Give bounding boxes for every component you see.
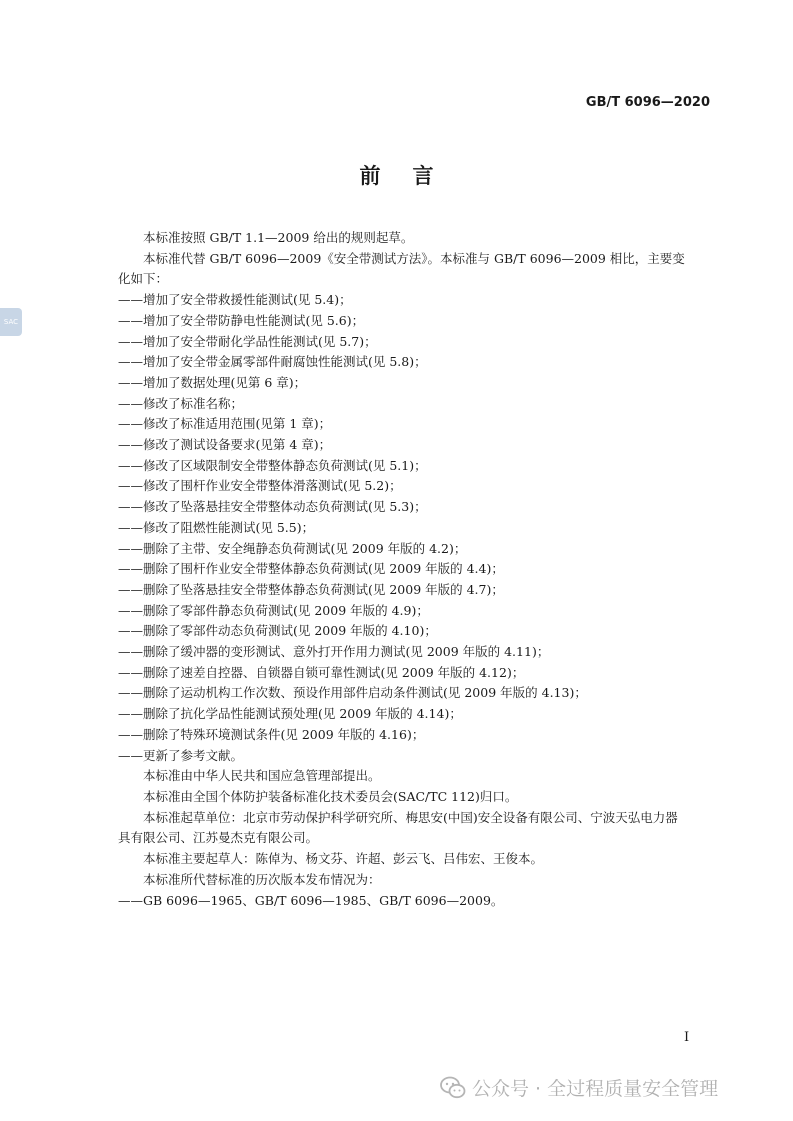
paragraph-replaces-line2: 化如下：	[118, 271, 169, 287]
list-item: ——删除了速差自控器、自锁器自锁可靠性测试(见 2009 年版的 4.12)；	[118, 664, 525, 680]
list-item: ——修改了坠落悬挂安全带整体动态负荷测试(见 5.3)；	[118, 499, 427, 515]
list-item: ——删除了围杆作业安全带整体静态负荷测试(见 2009 年版的 4.4)；	[118, 561, 504, 577]
paragraph-centralized-by: 本标准由全国个体防护装备标准化技术委员会(SAC/TC 112)归口。	[143, 788, 518, 804]
page-number: I	[684, 1030, 690, 1045]
foreword-body	[118, 228, 710, 911]
watermark	[440, 1074, 718, 1101]
paragraph-drafters: 本标准主要起草人：陈倬为、杨文芬、许超、彭云飞、吕伟宏、王俊本。	[143, 851, 544, 867]
list-item: ——删除了坠落悬挂安全带整体静态负荷测试(见 2009 年版的 4.7)；	[118, 581, 504, 597]
list-item: ——修改了标准适用范围(见第 1 章)；	[118, 416, 332, 432]
list-item: ——增加了安全带耐化学品性能测试(见 5.7)；	[118, 333, 377, 349]
list-item: ——修改了围杆作业安全带整体滑落测试(见 5.2)；	[118, 478, 402, 494]
standard-code: GB/T 6096—2020	[585, 95, 710, 110]
paragraph-proposed-by: 本标准由中华人民共和国应急管理部提出。	[143, 768, 381, 784]
paragraph-drafting-units-line2: 具有限公司、江苏曼杰克有限公司。	[118, 830, 319, 846]
list-item: ——删除了特殊环境测试条件(见 2009 年版的 4.16)；	[118, 726, 425, 742]
list-item: ——删除了主带、安全绳静态负荷测试(见 2009 年版的 4.2)；	[118, 540, 467, 556]
paragraph-drafting-units	[118, 808, 710, 849]
wechat-icon	[440, 1076, 466, 1100]
paragraph-replaces	[118, 249, 710, 290]
paragraph-replaces-line1: 本标准代替 GB/T 6096—2009《安全带测试方法》。本标准与 GB/T 6096—2009 相比，主要变	[143, 250, 685, 266]
page-title: 前言	[359, 163, 466, 188]
list-item: ——增加了安全带金属零部件耐腐蚀性能测试(见 5.8)；	[118, 354, 427, 370]
history-item: ——GB 6096—1965、GB/T 6096—1985、GB/T 6096—2009。	[118, 892, 504, 908]
paragraph-history-intro: 本标准所代替标准的历次版本发布情况为：	[143, 871, 381, 887]
list-item: ——增加了安全带防静电性能测试(见 5.6)；	[118, 312, 365, 328]
watermark-text: 公众号 · 全过程质量安全管理	[472, 1078, 719, 1100]
list-item: ——修改了区域限制安全带整体静态负荷测试(见 5.1)；	[118, 457, 427, 473]
list-item: ——增加了数据处理(见第 6 章)；	[118, 374, 307, 390]
paragraph-drafting-rules: 本标准按照 GB/T 1.1—2009 给出的规则起草。	[143, 230, 414, 245]
list-item: ——删除了缓冲器的变形测试、意外打开作用力测试(见 2009 年版的 4.11)；	[118, 644, 550, 660]
list-item: ——修改了阻燃性能测试(见 5.5)；	[118, 519, 315, 535]
list-item: ——删除了零部件静态负荷测试(见 2009 年版的 4.9)；	[118, 602, 429, 618]
list-item: ——修改了标准名称；	[118, 395, 244, 411]
list-item: ——修改了测试设备要求(见第 4 章)；	[118, 437, 332, 453]
list-item: ——删除了运动机构工作次数、预设作用部件启动条件测试(见 2009 年版的 4.13)；	[118, 685, 587, 701]
side-tab-badge: SAC	[0, 308, 22, 336]
list-item: ——更新了参考文献。	[118, 747, 244, 763]
list-item: ——增加了安全带救援性能测试(见 5.4)；	[118, 292, 352, 308]
changes-list	[118, 290, 710, 766]
list-item: ——删除了抗化学品性能测试预处理(见 2009 年版的 4.14)；	[118, 706, 462, 722]
paragraph-drafting-units-line1: 本标准起草单位：北京市劳动保护科学研究所、梅思安(中国)安全设备有限公司、宁波天弘电力器	[143, 809, 678, 825]
list-item: ——删除了零部件动态负荷测试(见 2009 年版的 4.10)；	[118, 623, 437, 639]
